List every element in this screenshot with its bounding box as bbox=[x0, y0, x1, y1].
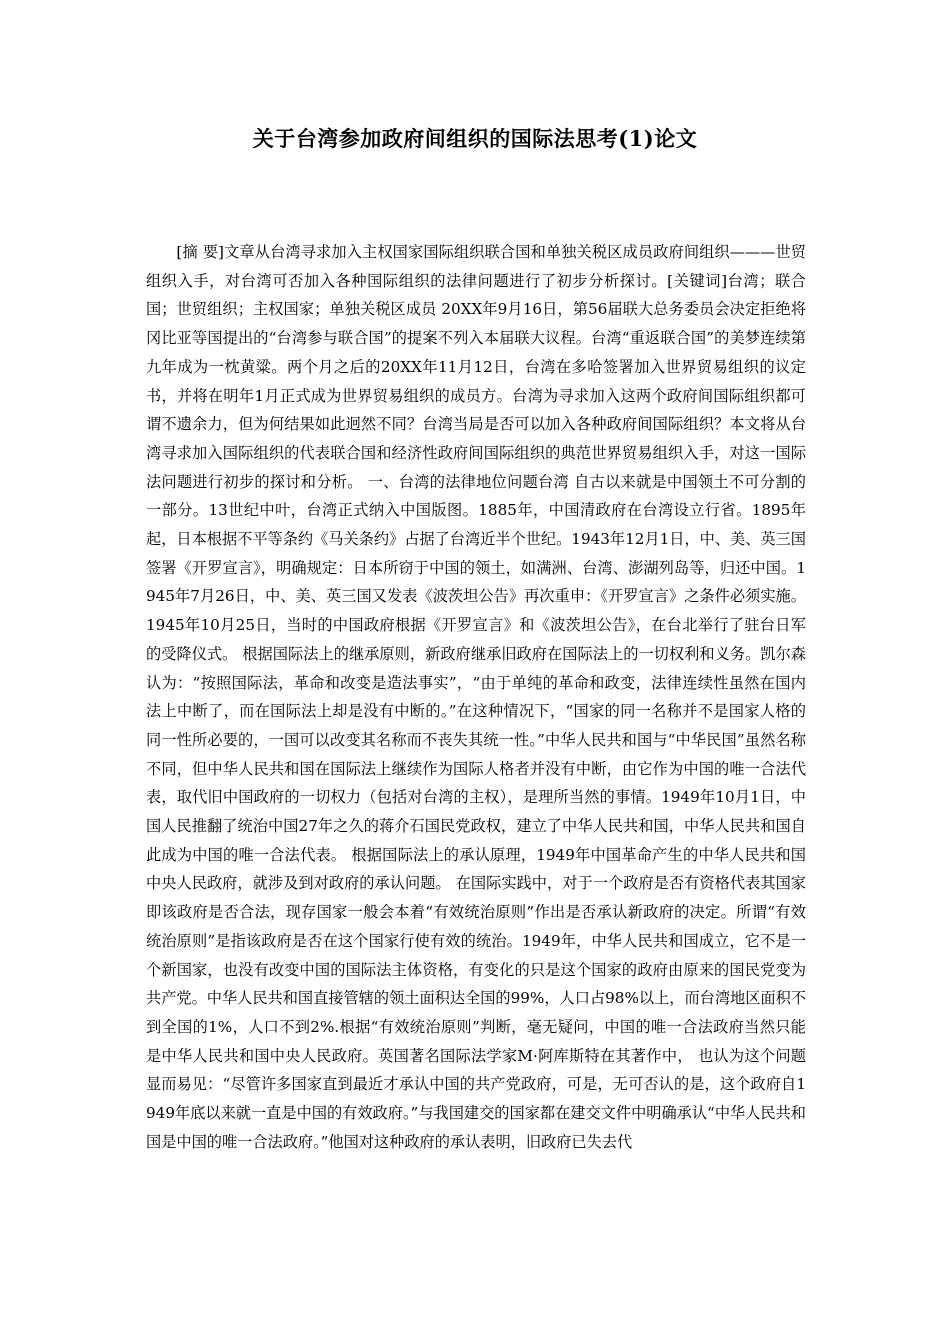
document-body-paragraph: [摘 要]文章从台湾寻求加入主权国家国际组织联合国和单独关税区成员政府间组织———世贸组织入手，对台湾可否加入各种国际组织的法律问题进行了初步分析探讨。[关键词]台湾；联合国；世贸组织；主权国家；单独关税区成员 20XX年9月16日，第56届联大总务委员会决定拒绝将冈比亚等国提出的“台湾参与联合国”的提案不列入本届联大议程。台湾“重返联合国”的美梦连续第九年成为一枕黄粱。两个月之后的20XX年11月12日，台湾在多哈签署加入世界贸易组织的议定书，并将在明年1月正式成为世界贸易组织的成员方。台湾为寻求加入这两个政府间国际组织都可谓不遗余力，但为何结果如此迥然不同？台湾当局是否可以加入各种政府间国际组织？本文将从台湾寻求加入国际组织的代表联合国和经济性政府间国际组织的典范世界贸易组织入手，对这一国际法问题进行初步的探讨和分析。 一、台湾的法律地位问题台湾 自古以来就是中国领土不可分割的一部分。13世纪中叶，台湾正式纳入中国版图。1885年，中国清政府在台湾设立行省。1895年起，日本根据不平等条约《马关条约》占据了台湾近半个世纪。1943年12月1日，中、美、英三国签署《开罗宣言》，明确规定：日本所窃于中国的领土，如满洲、台湾、澎湖列岛等，归还中国。1945年7月26日，中、美、英三国又发表《波茨坦公告》再次重申：《开罗宣言》之条件必须实施。1945年10月25日，当时的中国政府根据《开罗宣言》和《波茨坦公告》，在台北举行了驻台日军的受降仪式。 根据国际法上的继承原则，新政府继承旧政府在国际法上的一切权利和义务。凯尔森认为：“按照国际法，革命和改变是造法事实”，“由于单纯的革命和政变，法律连续性虽然在国内法上中断了，而在国际法上却是没有中断的。”在这种情况下，“国家的同一名称并不是国家人格的同一性所必要的，一国可以改变其名称而不丧失其统一性。”中华人民共和国与“中华民国”虽然名称不同，但中华人民共和国在国际法上继续作为国际人格者并没有中断，由它作为中国的唯一合法代表，取代旧中国政府的一切权力（包括对台湾的主权），是理所当然的事情。1949年10月1日，中国人民推翻了统治中国27年之久的蒋介石国民党政权，建立了中华人民共和国，中华人民共和国自此成为中国的唯一合法代表。 根据国际法上的承认原理，1949年中国革命产生的中华人民共和国中央人民政府，就涉及到对政府的承认问题。 在国际实践中，对于一个政府是否有资格代表其国家即该政府是否合法，现存国家一般会本着“有效统治原则”作出是否承认新政府的决定。所谓“有效统治原则”是指该政府是否在这个国家行使有效的统治。1949年，中华人民共和国成立，它不是一个新国家，也没有改变中国的国际法主体资格，有变化的只是这个国家的政府由原来的国民党变为共产党。中华人民共和国直接管辖的领土面积达全国的99%，人口占98%以上，而台湾地区面积不到全国的1%，人口不到2%.根据“有效统治原则”判断，毫无疑问，中国的唯一合法政府当然只能是中华人民共和国中央人民政府。英国著名国际法学家M·阿库斯特在其著作中， 也认为这个问题显而易见：“尽管许多国家直到最近才承认中国的共产党政府，可是，无可否认的是，这个政府自1949年底以来就一直是中国的有效政府。”与我国建交的国家都在建交文件中明确承认“中华人民共和国是中国的唯一合法政府。”他国对这种政府的承认表明，旧政府已失去代 bbox=[146, 243, 806, 1151]
document-title: 关于台湾参加政府间组织的国际法思考(1)论文 bbox=[252, 126, 698, 151]
